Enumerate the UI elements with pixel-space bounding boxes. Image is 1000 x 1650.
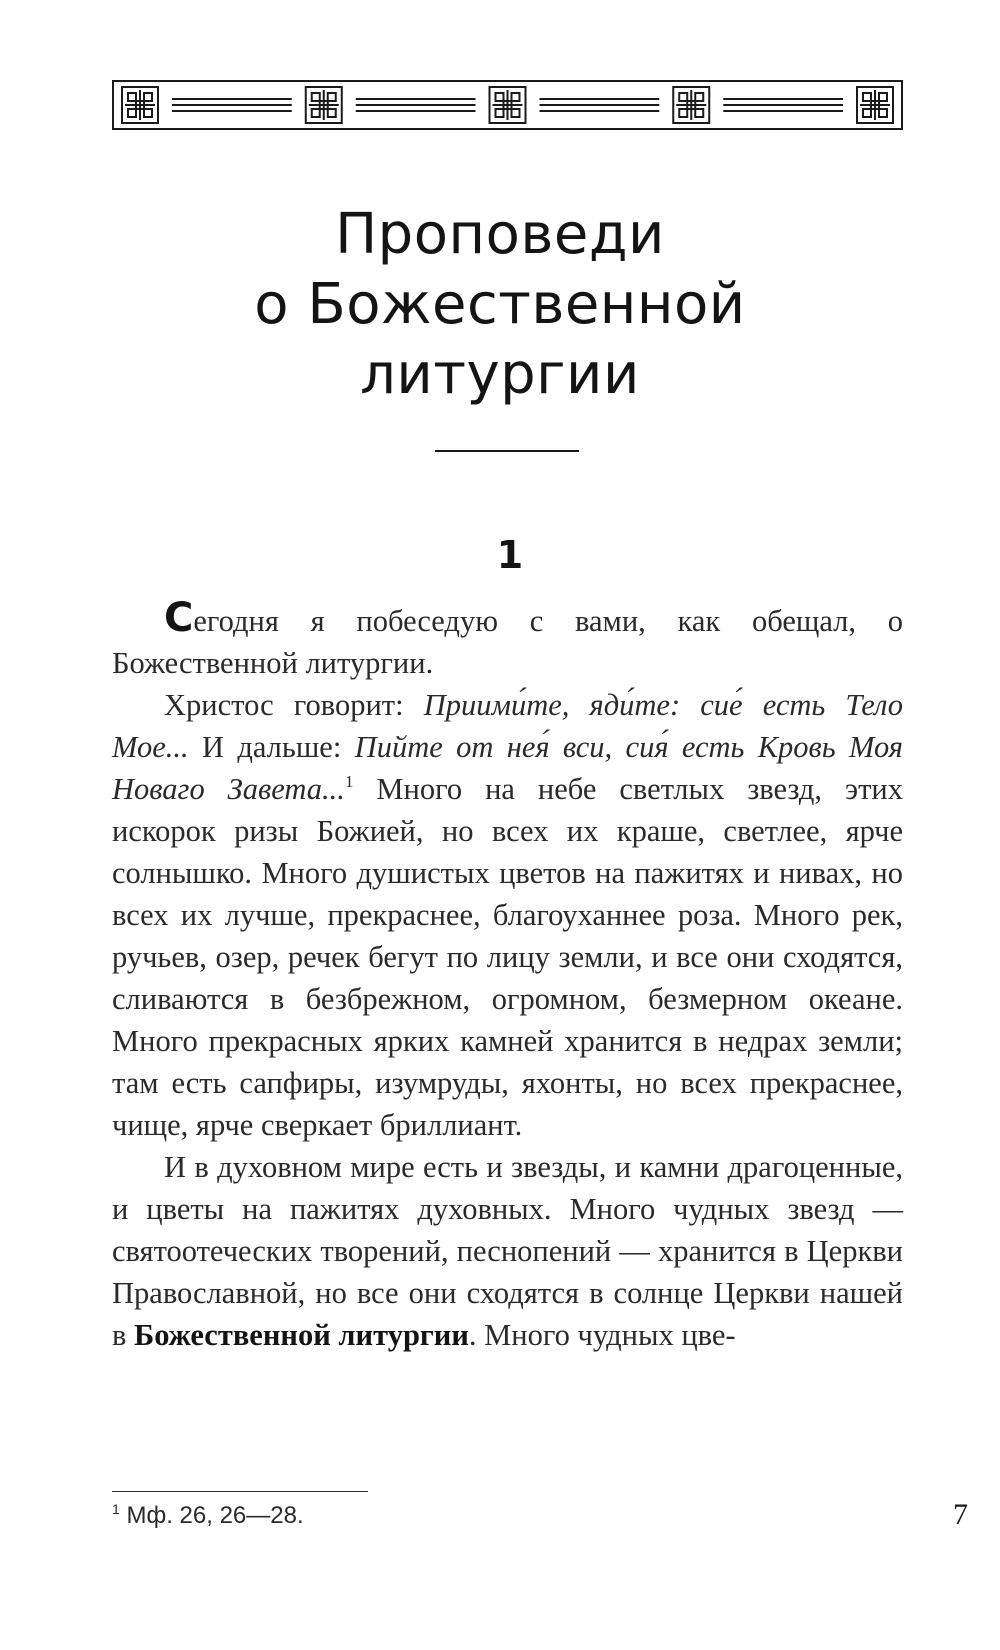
bold-term: Божественной литургии: [134, 1318, 469, 1352]
paragraph-3-text-b: . Много чудных цве-: [468, 1318, 736, 1352]
body-text: [112, 595, 903, 1356]
paragraph-2: [112, 684, 903, 1146]
page-title: [0, 200, 1000, 410]
title-line-1: Проповеди: [335, 202, 665, 267]
paragraph-1-text: егодня я побеседую с вами, как обещал, о Божественной литургии.: [112, 604, 903, 680]
scripture-quote-1: Приими́те, яди́те: сие́ есть Тело Мое...: [112, 688, 903, 764]
ornament-square-icon: [122, 87, 158, 123]
page-number: 7: [953, 1498, 968, 1531]
ornament-square-icon: [857, 87, 893, 123]
title-line-2: о Божественной: [254, 272, 746, 337]
chapter-number: 1: [496, 533, 524, 577]
paragraph-1: [112, 595, 903, 684]
title-divider: [435, 450, 579, 452]
drop-cap: С: [164, 595, 194, 641]
ornament-square-icon: [490, 87, 526, 123]
footnote-mark: 1: [112, 1501, 120, 1517]
paragraph-2-text-a: Христос говорит:: [164, 688, 424, 722]
paragraph-2-text-c: Много на небе светлых звезд, этих искорок ризы Божией, но всех их краше, светлее, ярче солнышко. Много душистых цветов на пажитях и нивах, но всех их лучше, прекраснее, благоуханнее роза. Много рек, ручьев, озер, речек бегут по лицу земли, и все они сходятся, сливаются в безбрежном, огромном, безмерном океане. Много прекрасных ярких камней хранится в недрах земли; там есть сапфиры, изумруды, яхонты, но всех прекраснее, чище, ярче сверкает бриллиант.: [112, 772, 903, 1142]
ornament-square-icon: [306, 87, 342, 123]
paragraph-3-text-a: И в духовном мире есть и звезды, и камни драгоценные, и цветы на пажитях духовных. Много чудных звезд — святоотеческих творений, песнопений — хранится в Церкви Православной, но все они сходятся в солнце Церкви нашей в: [112, 1150, 903, 1352]
scripture-quote-2: Пийте от нея́ вси, сия́ есть Кровь Моя Новаго Завета...: [112, 730, 903, 806]
title-line-3: литургии: [360, 342, 640, 407]
ornament-square-icon: [673, 87, 709, 123]
paragraph-2-text-b: И дальше:: [188, 730, 355, 764]
footnote-text: Мф. 26, 26—28.: [119, 1502, 304, 1529]
header-ornament: [112, 80, 903, 130]
footnote-divider: [112, 1491, 368, 1492]
footnote: [112, 1500, 304, 1532]
ornament-band-icon: [114, 82, 901, 128]
paragraph-3: [112, 1146, 903, 1356]
footnote-reference[interactable]: 1: [344, 772, 354, 791]
